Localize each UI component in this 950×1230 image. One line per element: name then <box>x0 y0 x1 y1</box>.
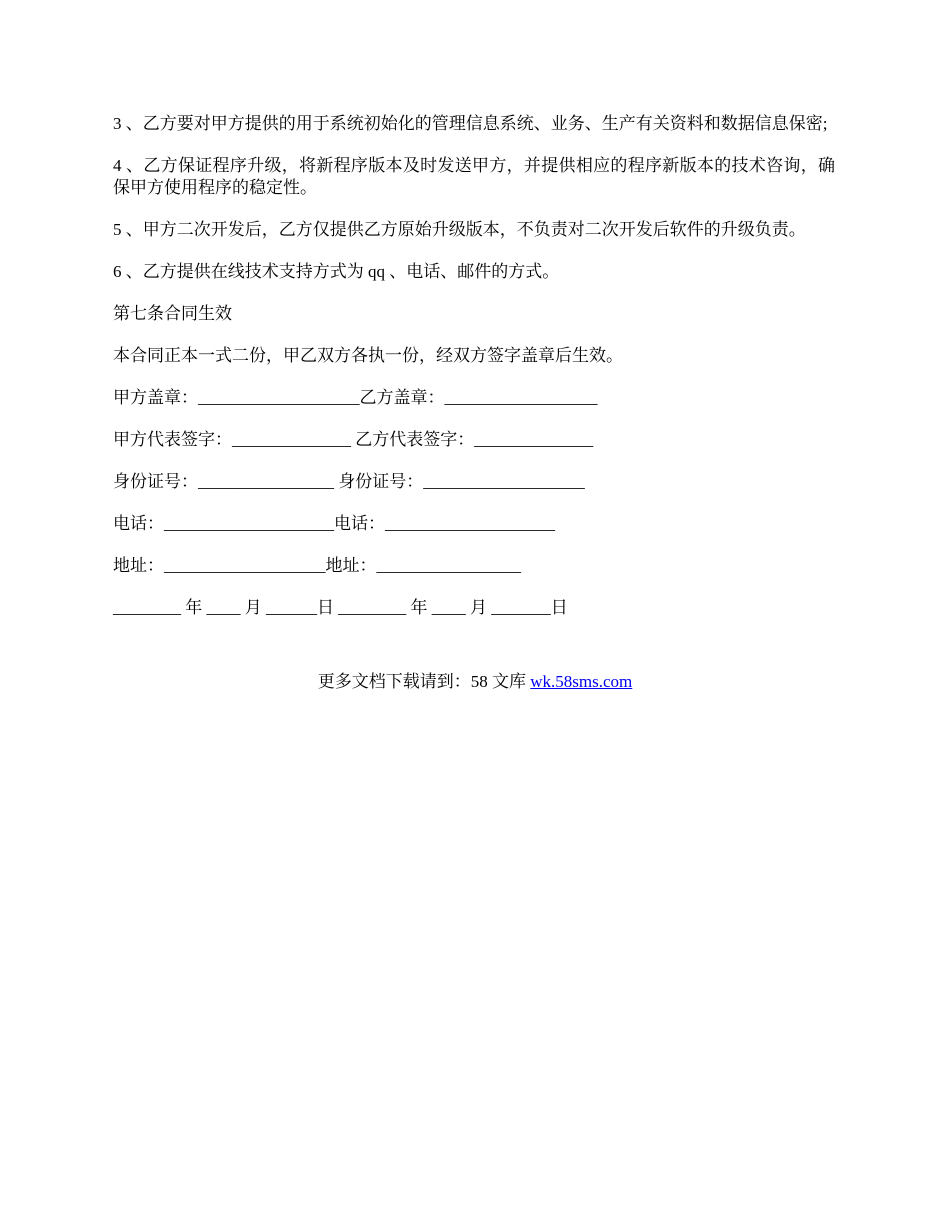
clause-5: 5 、甲方二次开发后，乙方仅提供乙方原始升级版本，不负责对二次开发后软件的升级负责。 <box>113 220 806 239</box>
id-number-line: 身份证号：________________ 身份证号：___________________ <box>113 472 585 491</box>
phone-line: 电话：____________________电话：____________________ <box>113 514 555 533</box>
address-line: 地址：___________________地址：_________________ <box>113 556 521 575</box>
clause-4: 4 、乙方保证程序升级，将新程序版本及时发送甲方，并提供相应的程序新版本的技术咨询，确保甲方使用程序的稳定性。 <box>113 156 835 197</box>
seal-line: 甲方盖章：___________________乙方盖章：__________________ <box>113 388 598 407</box>
footer <box>0 671 950 693</box>
clause-3: 3 、乙方要对甲方提供的用于系统初始化的管理信息系统、业务、生产有关资料和数据信息保密; <box>113 114 828 133</box>
article-text: 本合同正本一式二份，甲乙双方各执一份，经双方签字盖章后生效。 <box>113 346 623 365</box>
footer-link[interactable]: wk.58sms.com <box>530 672 633 691</box>
document-body <box>113 113 835 639</box>
article-title: 第七条合同生效 <box>113 304 232 323</box>
clause-6: 6 、乙方提供在线技术支持方式为 qq 、电话、邮件的方式。 <box>113 262 560 281</box>
representative-signature-line: 甲方代表签字：______________ 乙方代表签字：______________ <box>113 430 594 449</box>
footer-text: 更多文档下载请到：58 文库 <box>317 672 531 691</box>
date-line: ________ 年 ____ 月 ______日 ________ 年 ____ 月 _______日 <box>113 598 568 617</box>
